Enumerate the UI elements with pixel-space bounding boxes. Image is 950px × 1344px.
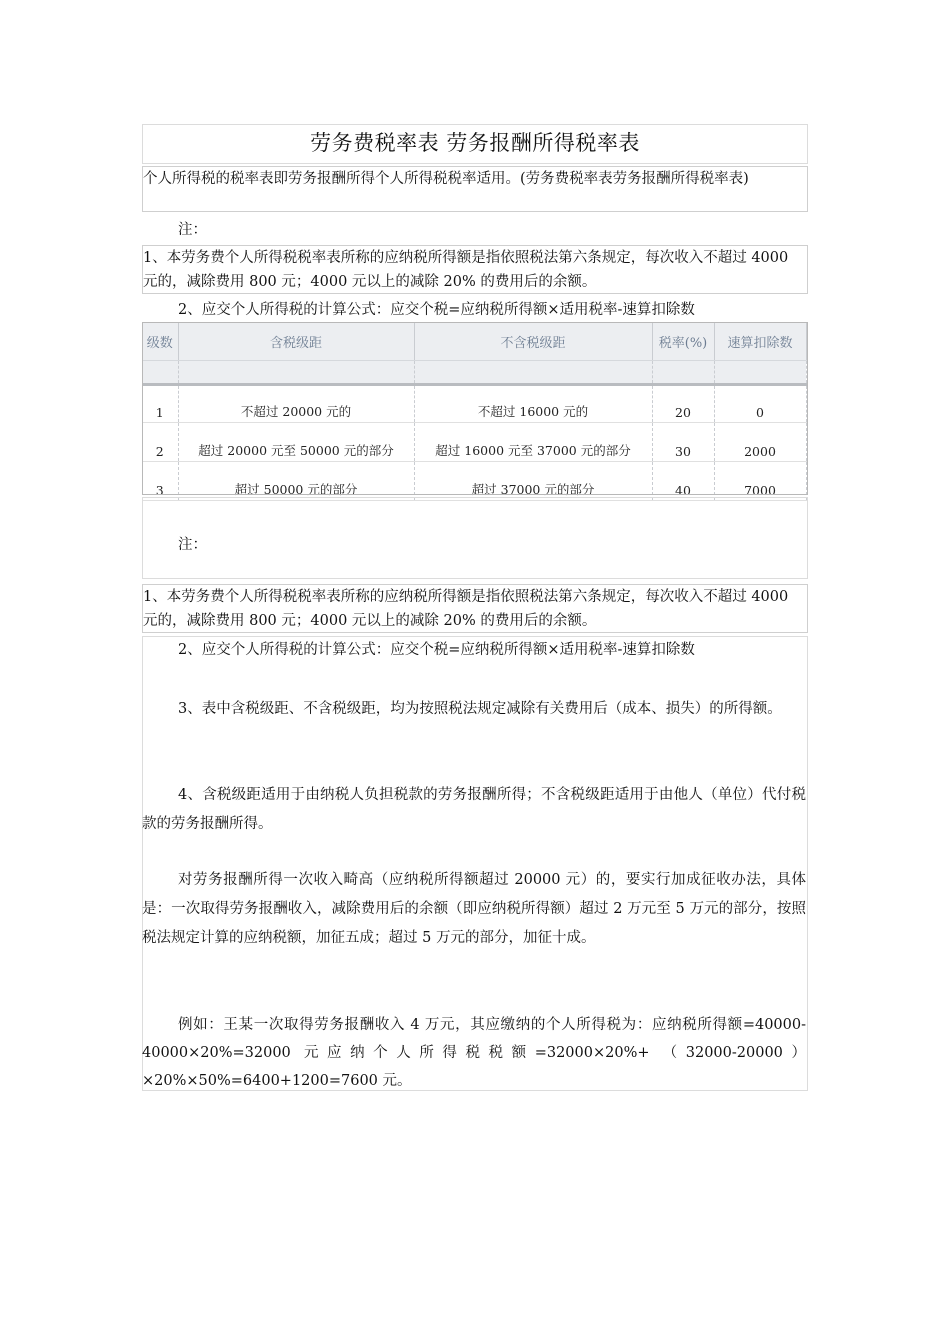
cell-level: 1 [142, 385, 178, 423]
cell-rate: 20 [652, 385, 714, 423]
note-rule-1-bottom: 1、本劳务费个人所得税税率表所称的应纳税所得额是指依照税法第六条规定，每次收入不超过 4000 元的，减除费用 800 元；4000 元以上的减除 20% 的费用后的余额。 [142, 584, 808, 633]
header-untaxed-bracket: 不含税级距 [414, 322, 652, 361]
note-rule-4: 4、含税级距适用于由纳税人负担税款的劳务报酬所得；不含税级距适用于由他人（单位）代付税款的劳务报酬所得。 [142, 787, 806, 832]
cell-taxed-bracket: 超过 20000 元至 50000 元的部分 [178, 423, 414, 462]
cell-untaxed-bracket: 超过 16000 元至 37000 元的部分 [414, 423, 652, 462]
cell-rate: 30 [652, 423, 714, 462]
table-header-spacer [142, 361, 806, 385]
note-rule-3: 3、表中含税级距、不含税级距，均为按照税法规定减除有关费用后（成本、损失）的所得额。 [178, 701, 782, 717]
surcharge-paragraph: 对劳务报酬所得一次收入畸高（应纳税所得额超过 20000 元）的，要实行加成征收办法，具体是：一次取得劳务报酬收入，减除费用后的余额（即应纳税所得额）超过 2 万元至 5 万元的部分，按照税法规定计算的应纳税额，加征五成；超过 5 万元的部分，加征十成。 [142, 872, 806, 946]
header-quick-deduction: 速算扣除数 [714, 322, 806, 361]
note-rule-2-bottom: 2、应交个人所得税的计算公式：应交个税=应纳税所得额×适用税率-速算扣除数 [178, 642, 695, 658]
cell-quick-deduction: 0 [714, 385, 806, 423]
header-taxed-bracket: 含税级距 [178, 322, 414, 361]
example-paragraph: 例如：王某一次取得劳务报酬收入 4 万元，其应缴纳的个人所得税为：应纳税所得额=40000-40000×20%=32000 元应纳个人所得税税额=32000×20%+ （32000-20000）×20%×50%=6400+1200=7600 元。 [142, 1017, 806, 1089]
cell-quick-deduction: 7000 [714, 462, 806, 501]
note-rule-2-top: 2、应交个人所得税的计算公式：应交个税=应纳税所得额×适用税率-速算扣除数 [178, 302, 695, 318]
table-row [142, 462, 806, 501]
page-title: 劳务费税率表 劳务报酬所得税率表 [142, 124, 808, 164]
table-row [142, 385, 806, 423]
header-rate: 税率(%) [652, 322, 714, 361]
note-label-top: 注： [178, 222, 207, 238]
cell-rate: 40 [652, 462, 714, 501]
table-header-row [142, 322, 806, 361]
intro-paragraph [142, 166, 808, 212]
note-label-bottom: 注： [178, 537, 207, 553]
cell-untaxed-bracket: 不超过 16000 元的 [414, 385, 652, 423]
note-rule-1-top: 1、本劳务费个人所得税税率表所称的应纳税所得额是指依照税法第六条规定，每次收入不超过 4000 元的，减除费用 800 元；4000 元以上的减除 20% 的费用后的余额。 [142, 245, 808, 294]
cell-quick-deduction: 2000 [714, 423, 806, 462]
cell-level: 2 [142, 423, 178, 462]
table-row [142, 423, 806, 462]
note-block-frame [142, 497, 808, 579]
cell-level: 3 [142, 462, 178, 501]
cell-untaxed-bracket: 超过 37000 元的部分 [414, 462, 652, 501]
intro-text: 个人所得税的税率表即劳务报酬所得个人所得税税率适用。(劳务费税率表劳务报酬所得税率表) [143, 171, 749, 187]
header-level: 级数 [142, 322, 178, 361]
tax-rate-table [142, 322, 807, 501]
cell-taxed-bracket: 超过 50000 元的部分 [178, 462, 414, 501]
cell-taxed-bracket: 不超过 20000 元的 [178, 385, 414, 423]
